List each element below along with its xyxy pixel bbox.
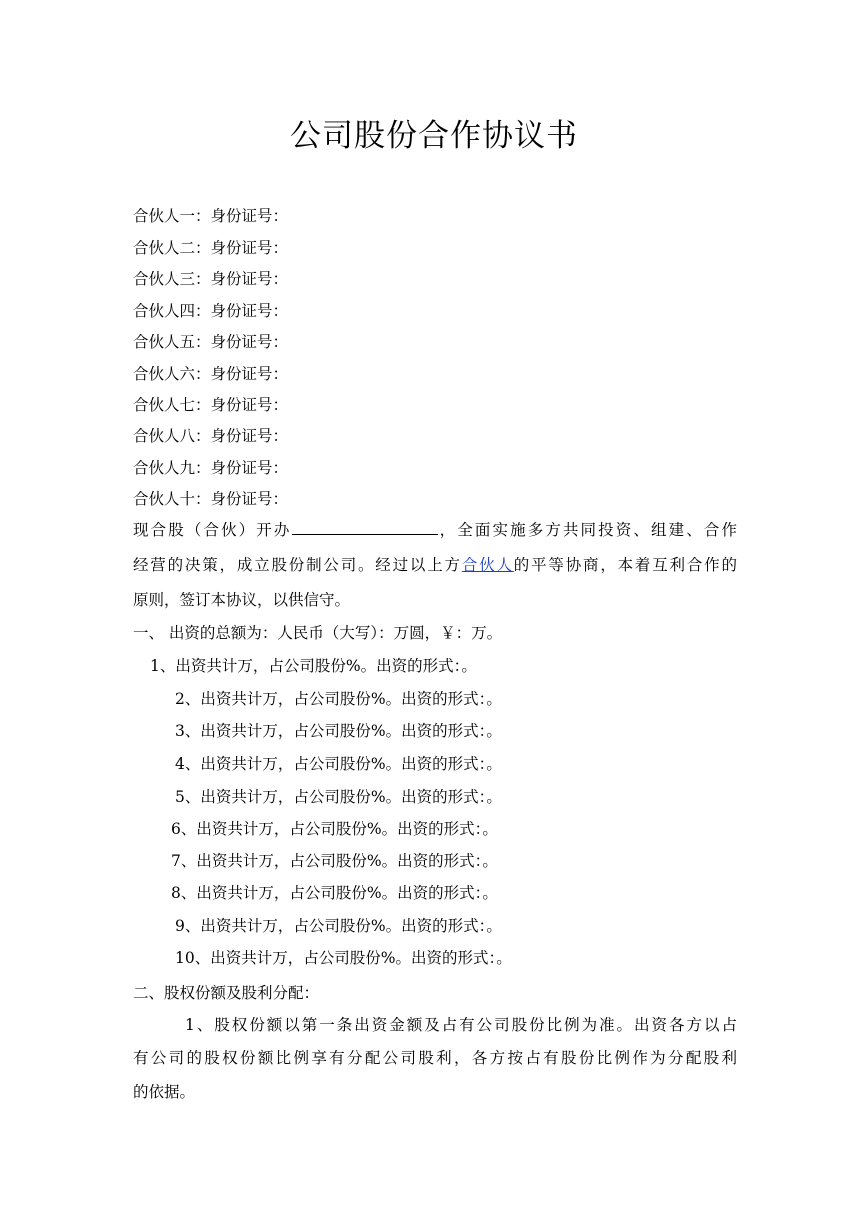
partner-line-5: 合伙人五：身份证号： [133, 333, 289, 351]
intro-line-2 [133, 554, 737, 576]
partner-line-1: 合伙人一：身份证号： [133, 207, 289, 225]
partner-line-8: 合伙人八：身份证号： [133, 427, 289, 445]
partner-line-7: 合伙人七：身份证号： [133, 396, 289, 414]
section1-item-8: 8、出资共计万，占公司股份%。出资的形式：。 [171, 884, 498, 902]
document-title: 公司股份合作协议书 [290, 118, 578, 154]
section1-item-5: 5、出资共计万，占公司股份%。出资的形式：。 [175, 788, 502, 806]
section2-para-line-3: 的依据。 [133, 1083, 196, 1101]
partner-line-4: 合伙人四：身份证号： [133, 302, 289, 320]
section1-heading: 一、 出资的总额为：人民币（大写）：万圆，￥：万。 [133, 624, 503, 642]
section1-item-6: 6、出资共计万，占公司股份%。出资的形式：。 [171, 820, 498, 838]
partner-line-9: 合伙人九：身份证号： [133, 459, 289, 477]
section2-heading: 二、股权份额及股利分配： [133, 984, 320, 1002]
section1-item-4: 4、出资共计万，占公司股份%。出资的形式：。 [175, 755, 502, 773]
partner-line-2: 合伙人二：身份证号： [133, 239, 289, 257]
section1-item-10: 10、出资共计万，占公司股份%。出资的形式：。 [175, 949, 512, 967]
section1-item-9: 9、出资共计万，占公司股份%。出资的形式：。 [175, 917, 502, 935]
intro-line-3: 原则，签订本协议，以供信守。 [133, 591, 351, 609]
intro-text-before-link: 经营的决策，成立股份制公司。经过以上方 [133, 556, 462, 574]
partner-line-10: 合伙人十：身份证号： [133, 490, 289, 508]
partner-line-6: 合伙人六：身份证号： [133, 365, 289, 383]
section2-para-line-2: 有公司的股权份额比例享有分配公司股利，各方按占有股份比例作为分配股利 [133, 1049, 737, 1067]
intro-text-before-blank: 现合股（合伙）开办 [133, 521, 292, 539]
section1-item-3: 3、出资共计万，占公司股份%。出资的形式：。 [175, 722, 502, 740]
intro-line-1 [133, 519, 737, 541]
intro-text-after-link: 的平等协商，本着互利合作的 [513, 556, 737, 574]
section1-item-1: 1、出资共计万，占公司股份%。出资的形式：。 [150, 657, 477, 675]
section2-para-line-1: 1、股权份额以第一条出资金额及占有公司股份比例为准。出资各方以占 [185, 1016, 737, 1034]
partner-line-3: 合伙人三：身份证号： [133, 270, 289, 288]
company-name-blank[interactable] [292, 519, 438, 535]
intro-text-after-blank: ，全面实施多方共同投资、组建、合作 [437, 521, 737, 539]
section1-item-2: 2、出资共计万，占公司股份%。出资的形式：。 [175, 690, 502, 708]
partner-link[interactable]: 合伙人 [461, 556, 514, 574]
section1-item-7: 7、出资共计万，占公司股份%。出资的形式：。 [171, 852, 498, 870]
